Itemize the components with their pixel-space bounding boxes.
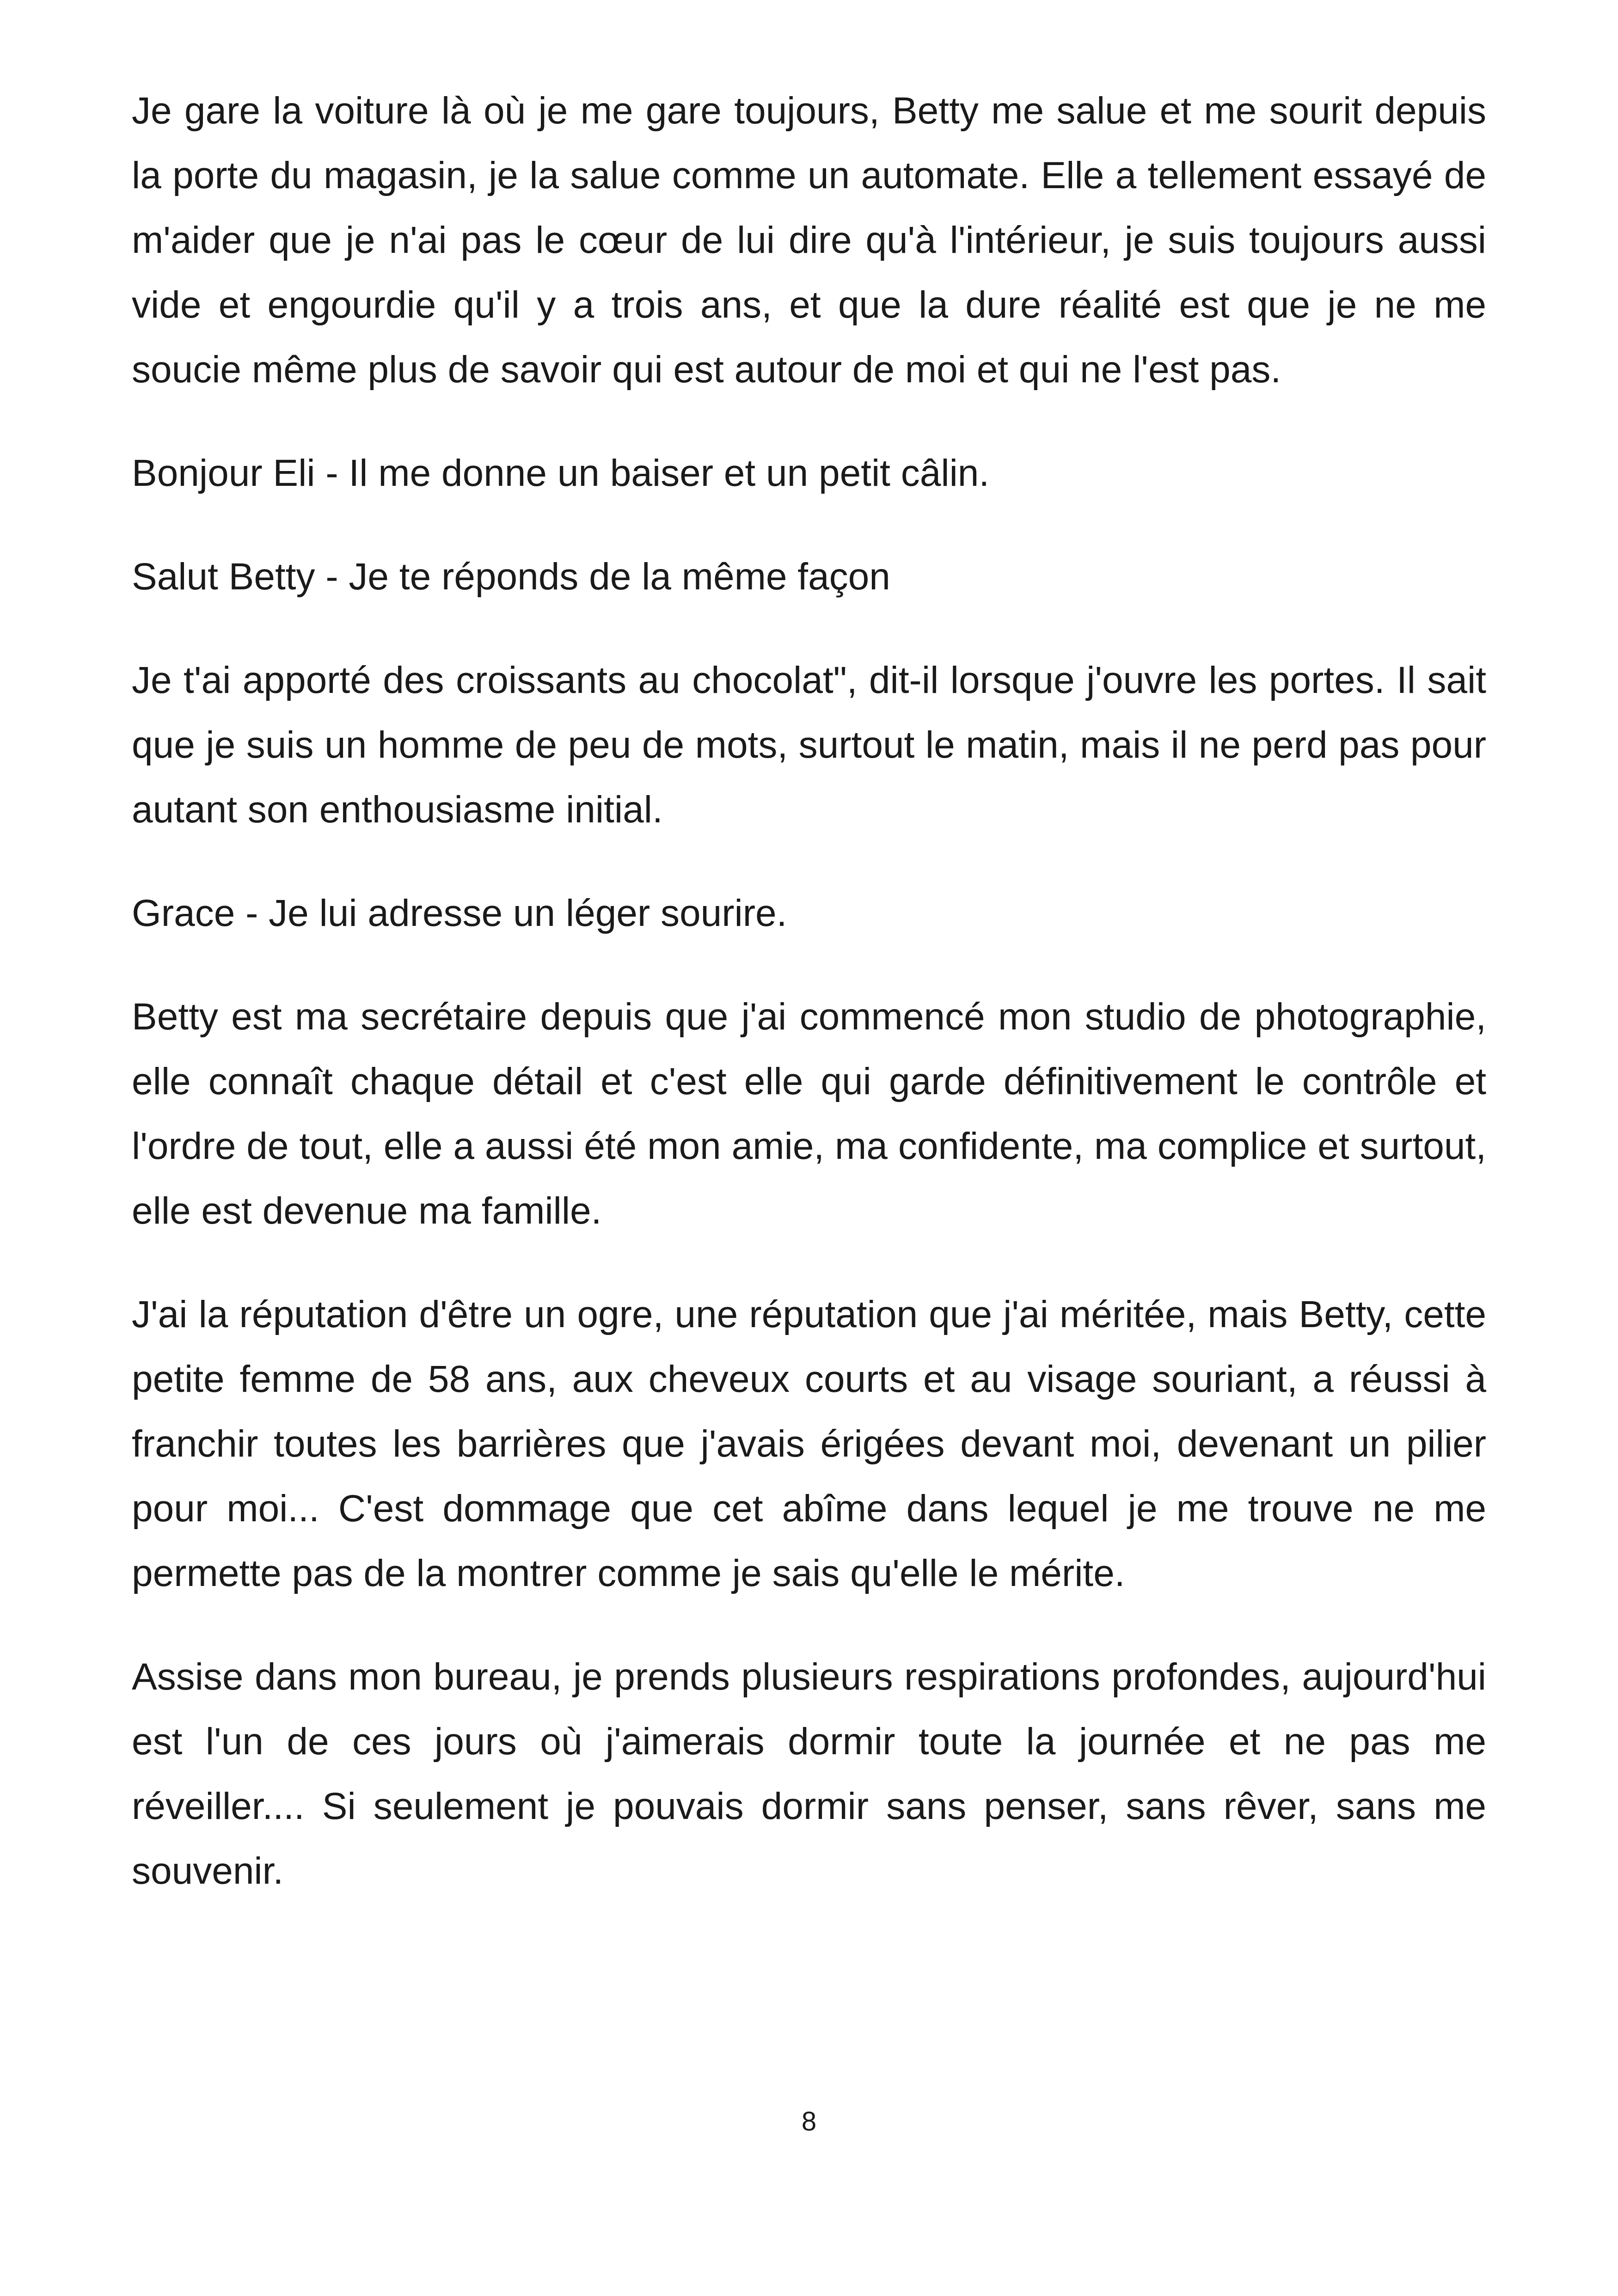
paragraph-greeting-eli: Bonjour Eli - Il me donne un baiser et un petit câlin. xyxy=(132,452,990,494)
body-text xyxy=(132,79,1486,1942)
paragraph-croissants: Je t'ai apporté des croissants au chocolat", dit-il lorsque j'ouvre les portes. Il sait que je suis un homme de peu de mots, surtout le matin, mais il ne perd pas pour autant son enthousiasme initial. xyxy=(132,659,1486,831)
paragraph-reputation: J'ai la réputation d'être un ogre, une réputation que j'ai méritée, mais Betty, cette petite femme de 58 ans, aux cheveux courts et au visage souriant, a réussi à franchir toutes les barrières que j'avais érigées devant moi, devenant un pilier pour moi... C'est dommage que cet abîme dans lequel je me trouve ne me permette pas de la montrer comme je sais qu'elle le mérite. xyxy=(132,1293,1486,1594)
page-number: 8 xyxy=(801,2106,817,2137)
paragraph-office: Assise dans mon bureau, je prends plusieurs respirations profondes, aujourd'hui est l'un de ces jours où j'aimerais dormir toute la journée et ne pas me réveiller.... Si seulement je pouvais dormir sans penser, sans rêver, sans me souvenir. xyxy=(132,1656,1486,1892)
paragraph-arrival: Je gare la voiture là où je me gare toujours, Betty me salue et me sourit depuis la porte du magasin, je la salue comme un automate. Elle a tellement essayé de m'aider que je n'ai pas le cœur de lui dire qu'à l'intérieur, je suis toujours aussi vide et engourdie qu'il y a trois ans, et que la dure réalité est que je ne me soucie même plus de savoir qui est autour de moi et qui ne l'est pas. xyxy=(132,90,1486,391)
paragraph-greeting-betty: Salut Betty - Je te réponds de la même façon xyxy=(132,556,890,598)
paragraph-grace: Grace - Je lui adresse un léger sourire. xyxy=(132,892,787,934)
paragraph-secretary: Betty est ma secrétaire depuis que j'ai commencé mon studio de photographie, elle connaît chaque détail et c'est elle qui garde définitivement le contrôle et l'ordre de tout, elle a aussi été mon amie, ma confidente, ma complice et surtout, elle est devenue ma famille. xyxy=(132,996,1486,1232)
